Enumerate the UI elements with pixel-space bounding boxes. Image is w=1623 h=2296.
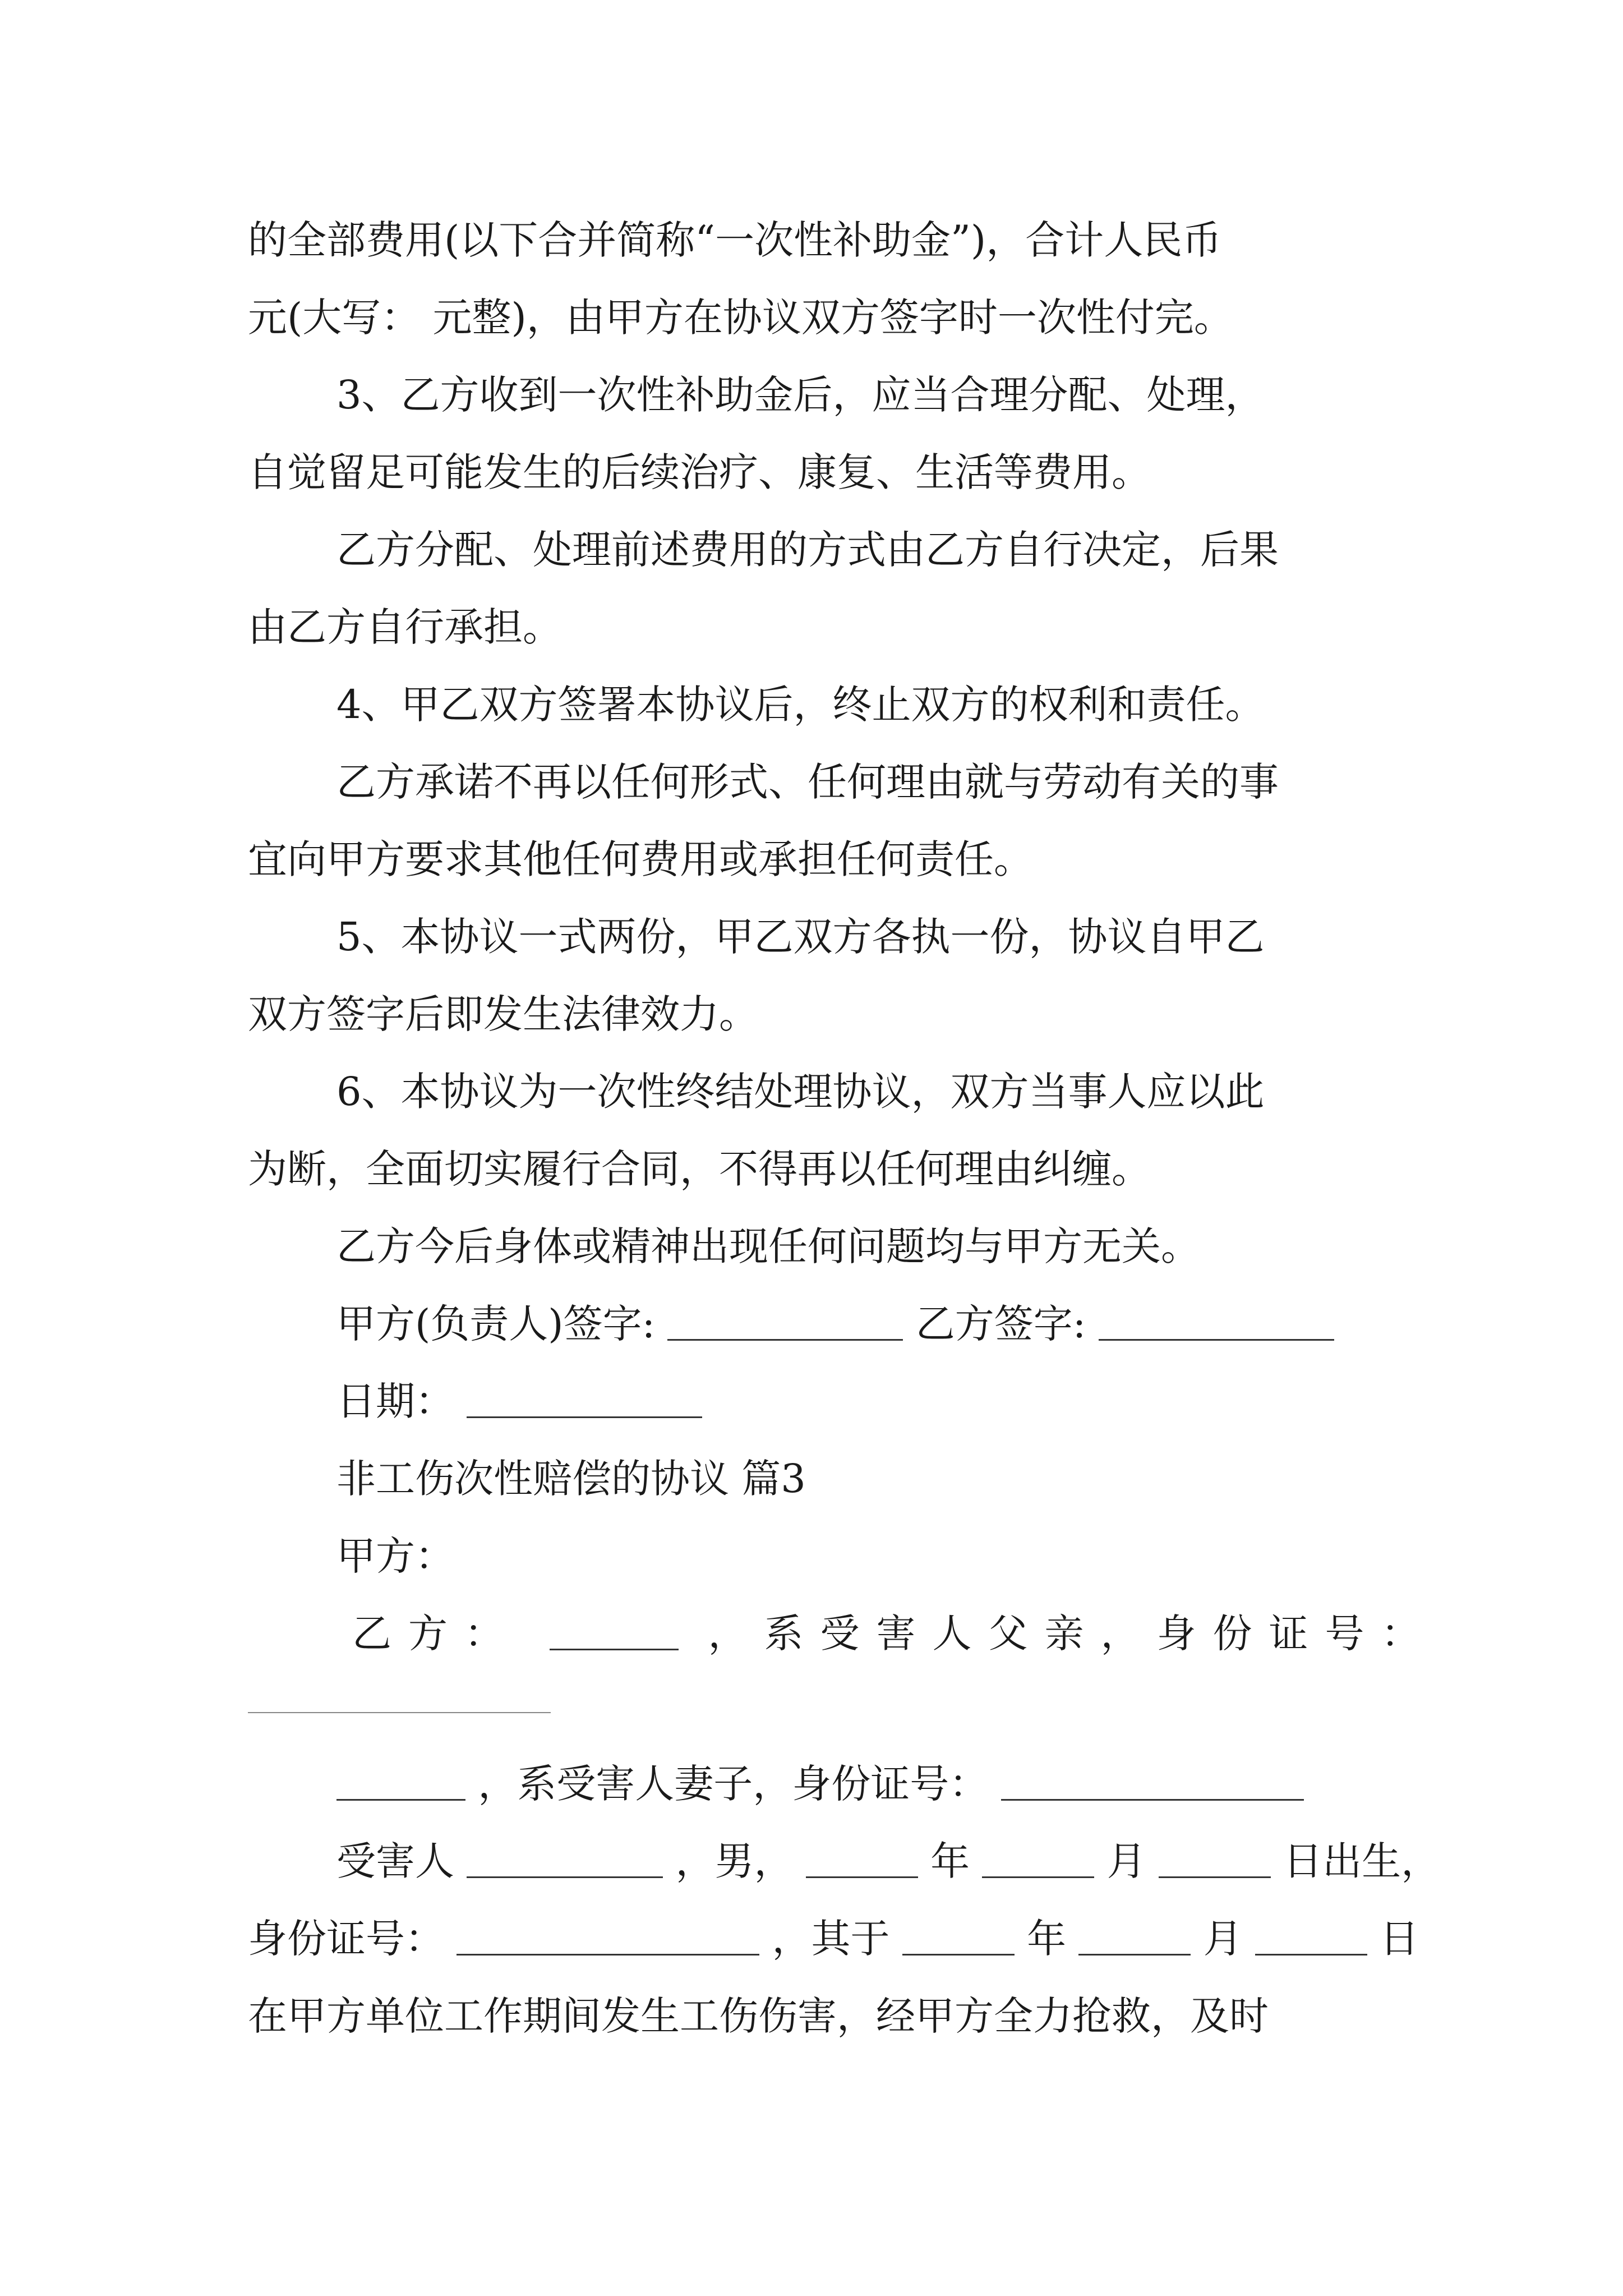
party-b-signature-label: 乙方签字: [915,1301,1086,1347]
text-line: 3、乙方收到一次性补助金后，应当合理分配、处理， [336,372,1265,418]
party-b2-name-blank [336,1760,465,1801]
date-blank [467,1377,702,1418]
text-line: 元(大写： 元整)，由甲方在协议双方签字时一次性付完。 [248,295,1233,341]
year-label: 年 [1027,1916,1067,1962]
text-line: 乙方今后身体或精神出现任何问题均与甲方无关。 [336,1223,1200,1269]
birth-year-blank [806,1837,918,1878]
injury-month-blank [1078,1915,1191,1955]
victim-line [336,1833,1440,1889]
victim-id-line [248,1911,1419,1967]
victim-id-blank [457,1915,759,1955]
text-line: 为断，全面切实履行合同，不得再以任何理由纠缠。 [248,1146,1151,1192]
party-b-line [352,1605,1437,1662]
text-line: 5、本协议一式两份，甲乙双方各执一份，协议自甲乙 [336,914,1265,960]
party-b2-relation: ，系受害人妻子，身份证号： [478,1761,989,1807]
text-line: 双方签字后即发生法律效力。 [248,991,758,1037]
text-line: 乙方分配、处理前述费用的方式由乙方自行决定，后果 [336,527,1279,573]
party-b-signature-blank [1099,1300,1334,1341]
victim-sex: ，男， [675,1838,794,1884]
party-b2-id-blank [1001,1760,1304,1801]
party-b-label: 乙方： [352,1611,520,1657]
text-line: 宜向甲方要求其他任何费用或承担任何责任。 [248,836,1033,882]
at-label: ，其于 [772,1916,890,1962]
text-line: 乙方承诺不再以任何形式、任何理由就与劳动有关的事 [336,759,1279,805]
text-line: 在甲方单位工作期间发生工伤伤害，经甲方全力抢救，及时 [248,1993,1269,2039]
victim-name-blank [467,1837,663,1878]
party-b-relation: ，系受害人父亲，身份证号： [708,1611,1437,1657]
birth-day-blank [1159,1837,1271,1878]
text-line: 6、本协议为一次性终结处理协议，双方当事人应以此 [336,1069,1265,1115]
injury-year-blank [902,1915,1015,1955]
party-b-id-blank [248,1712,551,1713]
party-a-signature-blank [667,1300,903,1341]
day-label: 日 [1380,1916,1419,1962]
text-line: 自觉留足可能发生的后续治疗、康复、生活等费用。 [248,449,1151,495]
text-line: 4、甲乙双方签署本协议后，终止双方的权利和责任。 [336,682,1265,728]
date-line [336,1373,702,1429]
party-b-name-blank [550,1609,679,1650]
section-title: 非工伤次性赔偿的协议 篇3 [336,1456,806,1502]
year-label: 年 [930,1838,970,1884]
party-b2-line [336,1756,1304,1812]
injury-day-blank [1255,1915,1367,1955]
month-label: 月 [1106,1838,1146,1884]
text-line: 的全部费用(以下合并简称“一次性补助金”)，合计人民币 [248,217,1222,263]
month-label: 月 [1203,1916,1243,1962]
date-label: 日期： [336,1378,454,1424]
signature-line [336,1296,1334,1352]
party-a-signature-label: 甲方(负责人)签字: [336,1301,656,1347]
text-line: 由乙方自行承担。 [248,604,562,650]
birth-month-blank [982,1837,1094,1878]
born-label: 日出生， [1283,1838,1441,1884]
party-a-line: 甲方： [336,1533,454,1579]
id-label: 身份证号： [248,1916,444,1962]
victim-label: 受害人 [336,1838,454,1884]
